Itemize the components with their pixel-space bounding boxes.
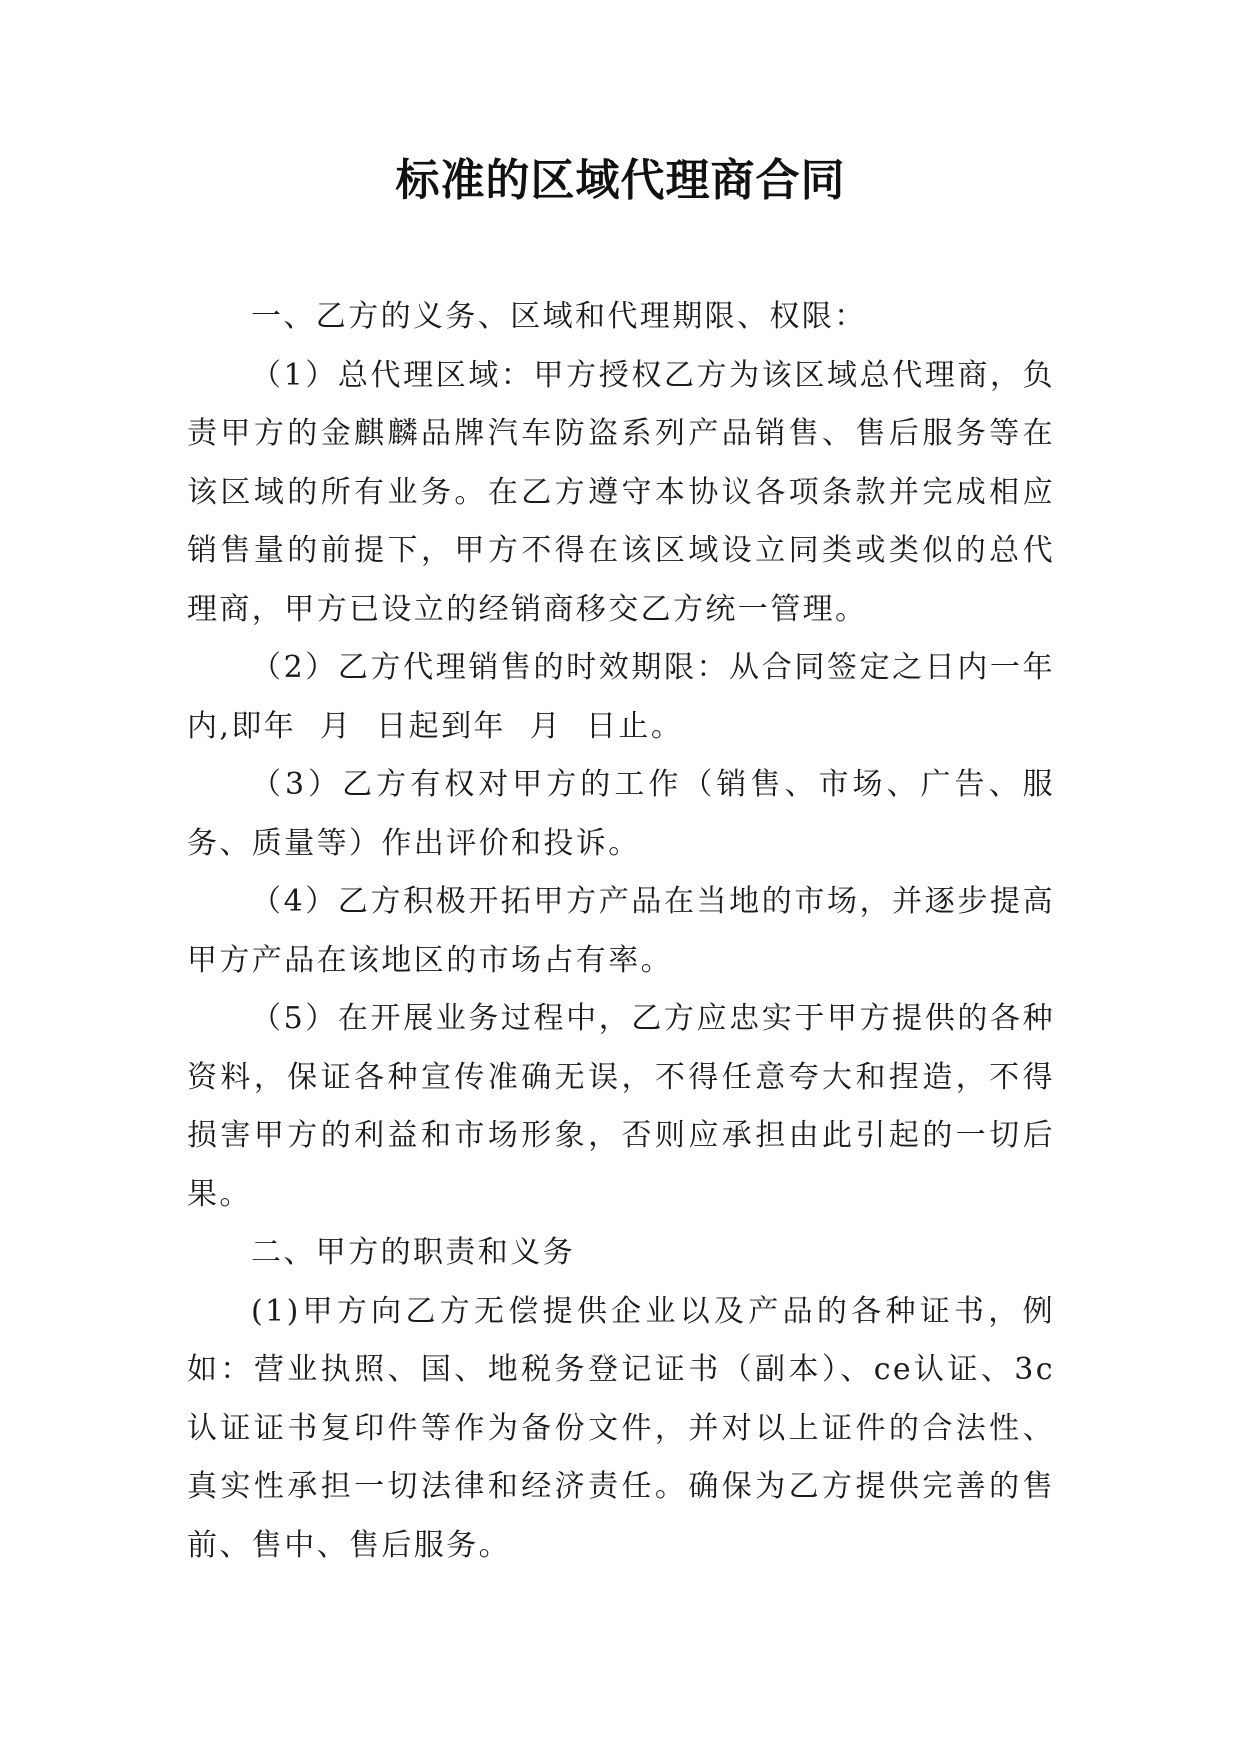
clause-1-2: （2）乙方代理销售的时效期限：从合同签定之日内一年内,即年 月 日起到年 月 日止。 — [187, 650, 1055, 744]
clause-1-3: （3）乙方有权对甲方的工作（销售、市场、广告、服务、质量等）作出评价和投诉。 — [187, 767, 1055, 861]
document-title: 标准的区域代理商合同 — [395, 155, 846, 206]
section-heading-1: 一、乙方的义务、区域和代理期限、权限： — [251, 299, 867, 334]
clause-1-4: （4）乙方积极开拓甲方产品在当地的市场，并逐步提高甲方产品在该地区的市场占有率。 — [187, 884, 1055, 978]
clause-2-1: (1)甲方向乙方无偿提供企业以及产品的各种证书，例如：营业执照、国、地税务登记证书（副本）、ce认证、3c认证证书复印件等作为备份文件，并对以上证件的合法性、真实性承担一切法律和经济责任。确保为乙方提供完善的售前、售中、售后服务。 — [187, 1293, 1055, 1563]
document-body — [187, 288, 1055, 1575]
section-heading-2: 二、甲方的职责和义务 — [251, 1235, 575, 1270]
clause-1-1: （1）总代理区域：甲方授权乙方为该区域总代理商，负责甲方的金麒麟品牌汽车防盗系列产品销售、售后服务等在该区域的所有业务。在乙方遵守本协议各项条款并完成相应销售量的前提下，甲方不得在该区域设立同类或类似的总代理商，甲方已设立的经销商移交乙方统一管理。 — [187, 357, 1055, 627]
clause-1-5: （5）在开展业务过程中，乙方应忠实于甲方提供的各种资料，保证各种宣传准确无误，不得任意夸大和捏造，不得损害甲方的利益和市场形象，否则应承担由此引起的一切后果。 — [187, 1001, 1055, 1212]
